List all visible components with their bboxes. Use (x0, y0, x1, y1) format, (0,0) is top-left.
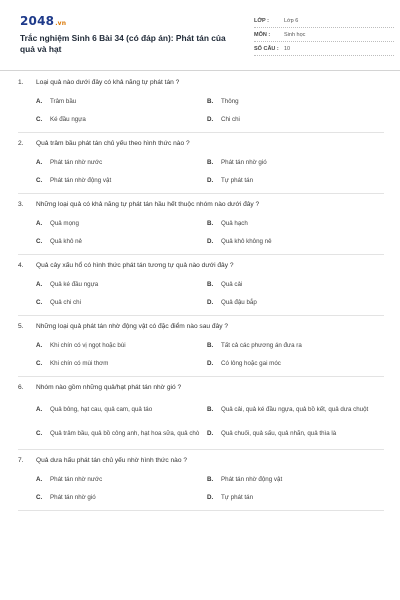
question-number: 1. (18, 79, 24, 86)
question-divider (18, 449, 384, 450)
option-letter: D. (207, 429, 214, 437)
option-grid (18, 275, 384, 311)
meta-key: SỐ CÂU : (254, 45, 279, 52)
question-number: 3. (18, 201, 24, 208)
question-divider (18, 376, 384, 377)
option-letter: A. (36, 219, 43, 227)
question-3 (18, 200, 384, 255)
question-stem (18, 322, 384, 336)
question-stem (18, 139, 384, 153)
question-stem (18, 261, 384, 275)
option-text: Ké đầu ngựa (50, 115, 86, 123)
option-letter: D. (207, 359, 214, 367)
option-letter: B. (207, 280, 214, 288)
option-text: Quả cải (221, 280, 243, 288)
answer-option[interactable] (207, 232, 378, 250)
answer-option[interactable] (36, 293, 207, 311)
option-grid (18, 214, 384, 250)
option-text: Khi chín có vị ngọt hoặc bùi (50, 341, 126, 349)
meta-value: Lớp 6 (284, 17, 299, 24)
option-letter: D. (207, 176, 214, 184)
question-6 (18, 383, 384, 450)
answer-option[interactable] (36, 354, 207, 372)
meta-key: MÔN : (254, 31, 271, 38)
question-divider (18, 254, 384, 255)
question-text: Quả cây xấu hổ có hình thức phát tán tương tự quả nào dưới đây ? (36, 262, 234, 269)
option-text: Quả mọng (50, 219, 79, 227)
answer-option[interactable] (36, 110, 207, 128)
option-text: Quả ké đầu ngựa (50, 280, 99, 288)
option-text: Quả khô không nẻ (221, 237, 272, 245)
answer-option[interactable] (36, 470, 207, 488)
question-stem (18, 200, 384, 214)
answer-option[interactable] (36, 275, 207, 293)
option-text: Quả bông, hạt cau, quả cam, quả táo (50, 405, 153, 413)
option-letter: A. (36, 341, 43, 349)
question-text: Quả trâm bầu phát tán chủ yếu theo hình thức nào ? (36, 140, 190, 147)
meta-value: 10 (284, 45, 291, 52)
option-text: Quả cải, quả ké đầu ngựa, quả bồ kết, quả dưa chuột (221, 405, 369, 413)
logo-suffix: .vn (55, 20, 67, 27)
meta-key: LỚP : (254, 17, 269, 24)
option-letter: B. (207, 475, 214, 483)
answer-option[interactable] (207, 488, 378, 506)
option-letter: C. (36, 237, 43, 245)
option-letter: C. (36, 429, 43, 437)
answer-option[interactable] (207, 293, 378, 311)
question-divider (18, 193, 384, 194)
question-text: Loại quả nào dưới đây có khả năng tự phát tán ? (36, 79, 180, 86)
answer-option[interactable] (36, 153, 207, 171)
answer-option[interactable] (207, 153, 378, 171)
option-letter: D. (207, 493, 214, 501)
option-letter: C. (36, 298, 43, 306)
answer-option[interactable] (36, 92, 207, 110)
question-text: Nhóm nào gồm những quả/hạt phát tán nhờ gió ? (36, 384, 182, 391)
option-grid (18, 336, 384, 372)
option-text: Quả khô nẻ (50, 237, 82, 245)
answer-option[interactable] (207, 336, 378, 354)
answer-option[interactable] (207, 354, 378, 372)
option-text: Quả chuối, quả sấu, quả nhãn, quả thìa là (221, 429, 337, 437)
answer-option[interactable] (207, 110, 378, 128)
answer-option[interactable] (207, 397, 378, 421)
answer-option[interactable] (36, 421, 207, 445)
option-letter: C. (36, 115, 43, 123)
meta-row-class (254, 14, 394, 28)
question-4 (18, 261, 384, 316)
option-text: Tự phát tán (221, 176, 254, 184)
answer-option[interactable] (36, 397, 207, 421)
question-list (18, 78, 384, 517)
question-number: 4. (18, 262, 24, 269)
option-text: Quả chi chi (50, 298, 81, 306)
option-letter: D. (207, 237, 214, 245)
question-stem (18, 78, 384, 92)
option-text: Tự phát tán (221, 493, 254, 501)
question-5 (18, 322, 384, 377)
option-text: Phát tán nhờ động vật (50, 176, 112, 184)
option-letter: A. (36, 158, 43, 166)
option-letter: D. (207, 115, 214, 123)
option-text: Trâm bầu (50, 97, 77, 105)
option-text: Có lông hoặc gai móc (221, 359, 281, 367)
answer-option[interactable] (207, 275, 378, 293)
question-divider (18, 315, 384, 316)
question-7 (18, 456, 384, 511)
question-text: Những loại quả có khả năng tự phát tán hầu hết thuộc nhóm nào dưới đây ? (36, 201, 260, 208)
option-text: Chi chi (221, 115, 240, 123)
option-grid (18, 470, 384, 506)
option-letter: C. (36, 359, 43, 367)
answer-option[interactable] (207, 421, 378, 445)
answer-option[interactable] (207, 171, 378, 189)
option-text: Khi chín có mùi thơm (50, 359, 109, 367)
question-number: 2. (18, 140, 24, 147)
meta-row-subject (254, 28, 394, 42)
option-letter: B. (207, 405, 214, 413)
answer-option[interactable] (36, 488, 207, 506)
option-grid (18, 397, 384, 445)
option-text: Phát tán nhờ động vật (221, 475, 283, 483)
logo-name: 2048 (20, 14, 55, 28)
option-letter: A. (36, 475, 43, 483)
option-text: Quả trâm bầu, quả bồ công anh, hạt hoa sữa, quả chò (50, 429, 200, 437)
option-letter: A. (36, 405, 43, 413)
question-stem (18, 456, 384, 470)
meta-value: Sinh học (284, 31, 306, 38)
question-text: Những loại quả phát tán nhờ động vật có đặc điểm nào sau đây ? (36, 323, 229, 330)
option-text: Quả hạch (221, 219, 248, 227)
question-number: 6. (18, 384, 24, 391)
option-text: Thông (221, 97, 239, 105)
question-1 (18, 78, 384, 133)
question-divider (18, 132, 384, 133)
option-grid (18, 153, 384, 189)
page-title: Trắc nghiệm Sinh 6 Bài 34 (có đáp án): Phát tán của quả và hạt (20, 33, 226, 54)
question-number: 7. (18, 457, 24, 464)
question-stem (18, 383, 384, 397)
question-number: 5. (18, 323, 24, 330)
option-text: Phát tán nhờ gió (221, 158, 267, 166)
answer-option[interactable] (36, 232, 207, 250)
meta-row-count (254, 42, 394, 56)
option-text: Tất cả các phương án đưa ra (221, 341, 302, 349)
option-grid (18, 92, 384, 128)
answer-option[interactable] (207, 214, 378, 232)
answer-option[interactable] (36, 336, 207, 354)
option-letter: C. (36, 493, 43, 501)
answer-option[interactable] (36, 171, 207, 189)
logo (20, 14, 66, 28)
answer-option[interactable] (207, 92, 378, 110)
option-letter: A. (36, 280, 43, 288)
option-letter: D. (207, 298, 214, 306)
option-letter: B. (207, 219, 214, 227)
question-divider (18, 510, 384, 511)
option-letter: B. (207, 341, 214, 349)
option-letter: A. (36, 97, 43, 105)
option-text: Phát tán nhờ gió (50, 493, 96, 501)
answer-option[interactable] (36, 214, 207, 232)
option-text: Quả đậu bắp (221, 298, 257, 306)
option-text: Phát tán nhờ nước (50, 158, 103, 166)
option-text: Phát tán nhờ nước (50, 475, 103, 483)
header-divider (0, 70, 400, 71)
header (18, 0, 384, 66)
option-letter: B. (207, 158, 214, 166)
meta-info (254, 14, 394, 56)
answer-option[interactable] (207, 470, 378, 488)
question-2 (18, 139, 384, 194)
option-letter: C. (36, 176, 43, 184)
question-text: Quả dưa hấu phát tán chủ yếu nhờ hình thức nào ? (36, 457, 187, 464)
option-letter: B. (207, 97, 214, 105)
